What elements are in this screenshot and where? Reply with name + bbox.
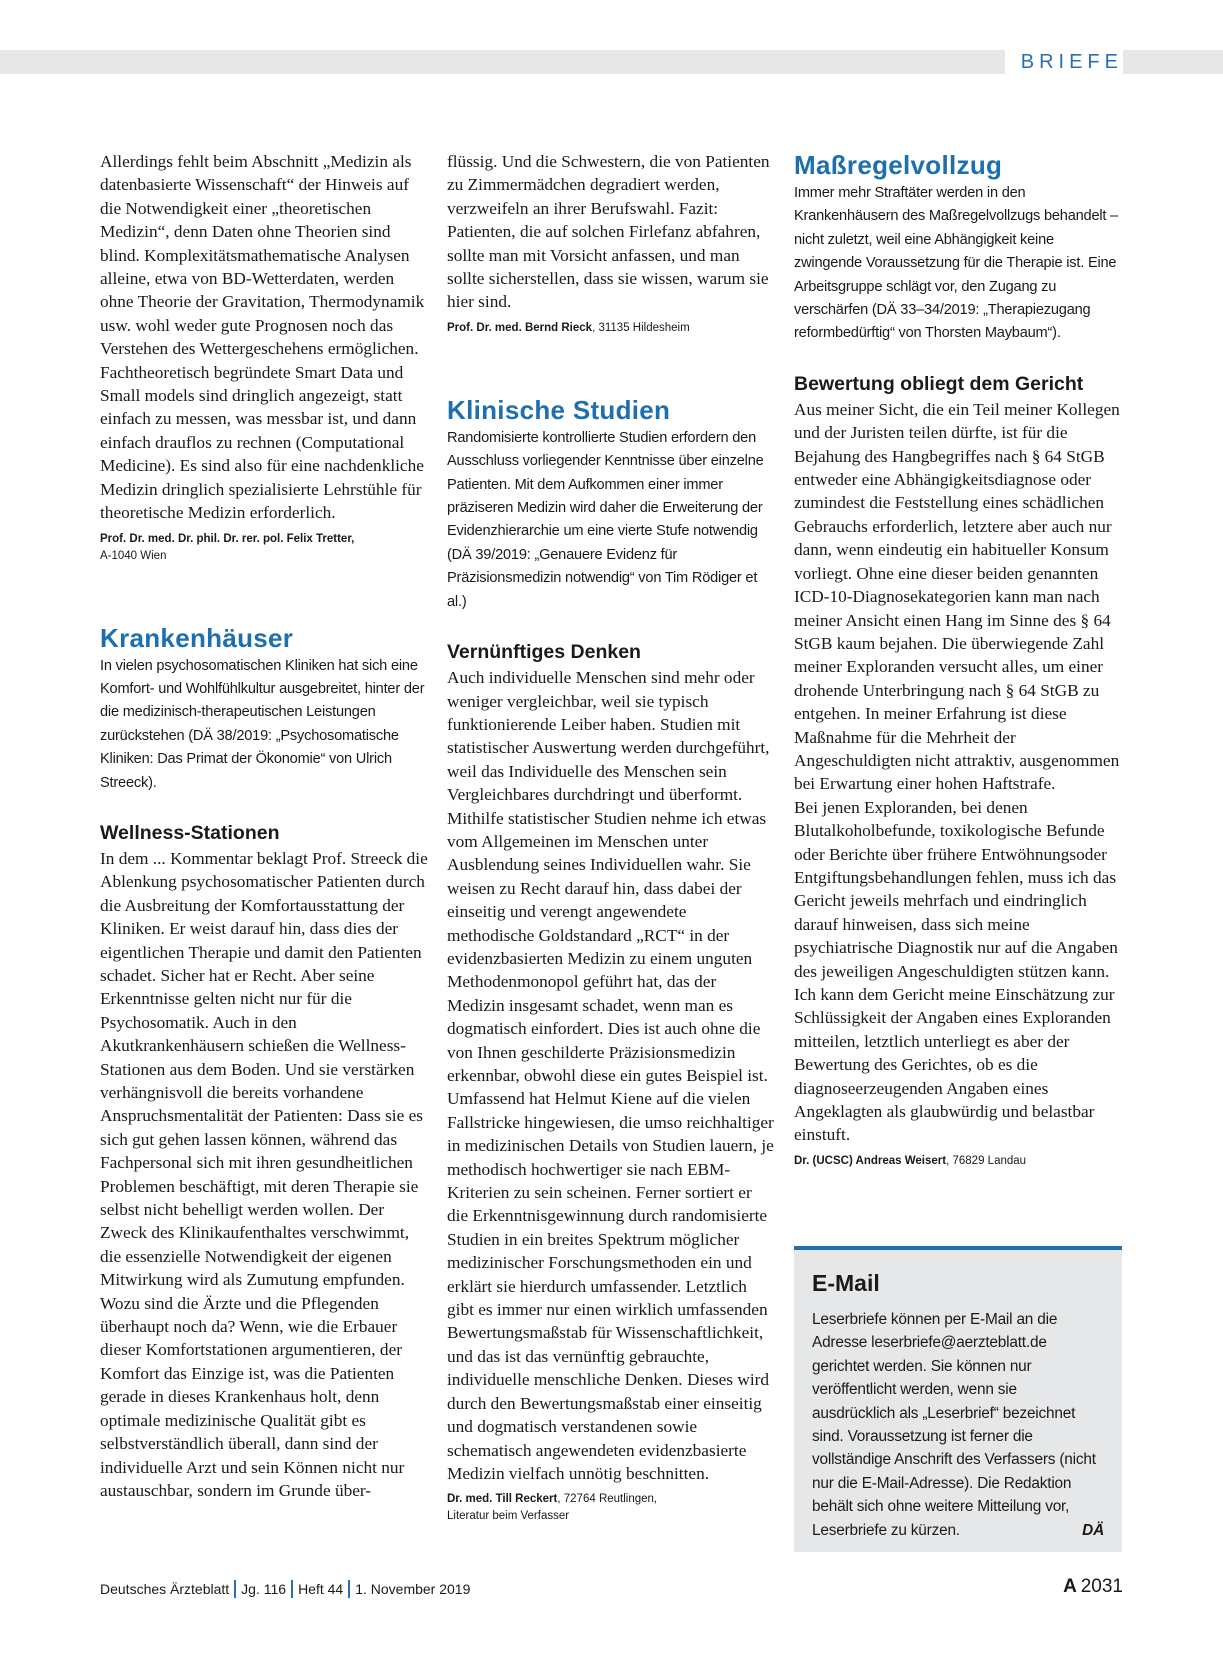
topic-title-klinische-studien: Klinische Studien — [447, 394, 671, 425]
letter-2-body-continued: flüssig. Und die Schwestern, die von Patienten zu Zimmermädchen degradiert werden, verzweifeln an ihrer Berufswahl. Fazit: Patienten, die auf solchen Firlefanz abfahren, sollte man mit Vorsicht anfassen, und man sollte sicherstellen, dass sie wissen, warum sie hier sind. — [447, 152, 770, 312]
column-3 — [794, 150, 1122, 1170]
footer-journal: Deutsches Ärzteblatt — [100, 1581, 230, 1597]
letter-1-signature — [100, 531, 428, 565]
column-1 — [100, 150, 428, 1502]
footer-volume: Jg. 116 — [241, 1581, 287, 1597]
letter-4-body: Aus meiner Sicht, die ein Teil meiner Kollegen und der Juristen teilen dürfte, ist für die Bejahung des Hangbegriffes nach § 64 StGB entweder eine Abhängigkeitsdiagnose oder zumindest die Feststellung eines schädlichen Gebrauchs erforderlich, letztere aber auch nur dann, wenn eindeutig ein habitueller Konsum vorliegt. Ohne eine dieser beiden genannten ICD-10-Diagnosekategorien kann man nach meiner Ansicht einen Hang im Sinne des § 64 StGB kaum bejahen. Die überwiegende Zahl meiner Exploranden versucht alles, um einer drohende Unterbringung nach § 64 StGB zu entgehen. In meiner Erfahrung ist diese Maßnahme für die Mehrheit der Angeschuldigten nicht attraktiv, ausgenommen bei Erwartung einer hohen Haftstrafe. — [794, 399, 1120, 794]
page-number-value: 2031 — [1080, 1576, 1123, 1597]
letter-4-place: , 76829 Landau — [946, 1154, 1027, 1167]
email-box-text — [812, 1308, 1104, 1542]
footer-date: 1. November 2019 — [355, 1581, 471, 1597]
topic-title-massregelvollzug: Maßregelvollzug — [794, 150, 1003, 180]
page-number — [1063, 1576, 1123, 1598]
letter-1-place: A-1040 Wien — [100, 549, 167, 562]
footer-separator — [291, 1580, 293, 1598]
page-prefix: A — [1063, 1576, 1077, 1597]
email-box-title: E-Mail — [812, 1270, 880, 1296]
footer-separator — [348, 1580, 350, 1598]
letter-1-body: Allerdings fehlt beim Abschnitt „Medizin als datenbasierte Wissenschaft“ der Hinweis auf die Notwendigkeit einer „theoretischen Medizin“, denn Daten ohne Theorien sind blind. Komplexitätsmathematische Analysen alleine, etwa von BD-Wetterdaten, werden ohne Theorie der Gravitation, Thermodynamik usw. wohl weder gute Prognosen noch das Verstehen des Wettergeschehens ermöglichen. Fachtheoretisch begründete Smart Data und Small models sind dringlich angezeigt, statt einfach zu messen, was messbar ist, und dann einfach drauflos zu rechnen (Computational Medicine). Es sind also für eine nachdenkliche Medizin dringlich spezialisierte Lehrstühle für theoretische Medizin erforderlich. — [100, 152, 425, 523]
letter-1-author: Prof. Dr. med. Dr. phil. Dr. rer. pol. Felix Tretter, — [100, 532, 355, 545]
letter-2-body: In dem ... Kommentar beklagt Prof. Streeck die Ablenkung psychosomatischer Patienten durch die Ausbreitung der Komfortausstattung der Kliniken. Er weist darauf hin, dass dies der eigentlichen Therapie und damit den Patienten schadet. Sicher hat er Recht. Aber seine Erkenntnisse gelten nicht nur für die Psychosomatik. Auch in den Akutkrankenhäusern schießen die Wellness-Stationen aus dem Boden. Und sie verstärken verhängnisvoll die bereits vorhandene Anspruchsmentalität der Patienten: Dass sie es sich gut gehen lassen können, während das Fachpersonal sich mit ihren gesundheitlichen Problemen beschäftigt, mit deren Therapie sie selbst nicht behelligt werden wollen. Der Zweck des Klinikaufenthaltes verschwimmt, die essenzielle Notwendigkeit der eigenen Mitwirkung wird als Zumutung empfunden. Wozu sind die Ärzte und die Pflegenden überhaupt noch da? Wenn, wie die Erbauer dieser Komfortstationen argumentieren, der Komfort das Einzige ist, was die Patienten gerade in dieses Krankenhaus holt, denn optimale medizinische Qualität gibt es selbstverständlich überall, dann sind der individuelle Arzt und sein Können nicht nur austauschbar, sondern im Grunde über- — [100, 848, 428, 1500]
email-box-tag: DÄ — [1082, 1521, 1104, 1539]
letter-2-author: Prof. Dr. med. Bernd Rieck — [447, 321, 593, 334]
letter-3-place: , 72764 Reutlingen, — [557, 1493, 658, 1506]
email-box-body: Leserbriefe können per E-Mail an die Adresse leserbriefe@aerzteblatt.de gerichtet werden. Sie können nur veröffentlicht werden, wenn sie ausdrücklich als „Leserbrief“ bezeichnet sind. Voraussetzung ist ferner die vollständige Anschrift des Verfassers (nicht nur die E-Mail-Adresse). Die Redaktion behält sich ohne weitere Mitteilung vor, Leserbriefe zu kürzen. — [812, 1311, 1096, 1539]
topic-lead-krankenhaeuser: In vielen psychosomatischen Kliniken hat sich eine Komfort- und Wohlfühlkultur ausgebreitet, hinter der die medizinisch-therapeutischen Leistungen zurückstehen (DÄ 38/2019: „Psychosomatische Kliniken: Das Primat der Ökonomie“ von Ulrich Streeck). — [100, 657, 425, 791]
letter-3-body: Auch individuelle Menschen sind mehr oder weniger vergleichbar, weil sie typisch funktionierende Leiber haben. Studien mit statistischer Auswertung werden durchgeführt, weil das Individuelle des Menschen sein Vergleichbares durchdringt und überformt. Mithilfe statistischer Studien nehme ich etwas vom Allgemeinen im Menschen unter Ausblendung seines Individuellen wahr. Sie weisen zu Recht darauf hin, dass dabei der einseitig und verengt angewendete methodische Goldstandard „RCT“ in der evidenzbasierten Medizin zu einem unguten Methodenmonopol geführt hat, das der Medizin insgesamt schadet, wenn man es dogmatisch einfordert. Dies ist auch ohne die von Ihnen geschilderte Präzisionsmedizin erkennbar, obwohl diese ein gutes Beispiel ist. Umfassend hat Helmut Kiene auf die vielen Fallstricke hingewiesen, die umso reichhaltiger in medizinischen Details von Studien lauern, je methodisch hochwertiger sie nach EBM-Kriterien zu sein scheinen. Ferner sortiert er die Erkenntnisgewinnung durch randomisierte Studien in ein breites Spektrum möglicher medizinischer Forschungsmethoden ein und erklärt sie hierdurch umfassender. Letztlich gibt es immer nur einen wirklich umfassenden Bewertungsmaßstab für Wissenschaftlichkeit, und das ist das vernünftig gebrauchte, individuelle menschliche Denken. Dieses wird durch den Bewertungsmaßstab einer einseitig und dogmatisch verstandenen sowie schematisch angewendeten evidenzbasierte Medizin vielfach unnötig beschnitten. — [447, 668, 774, 1483]
section-label: BRIEFE — [1005, 50, 1123, 74]
letter-4-signature — [794, 1153, 1122, 1170]
footer-separator — [234, 1580, 236, 1598]
letter-3-note: Literatur beim Verfasser — [447, 1510, 570, 1523]
letter-3-author: Dr. med. Till Reckert — [447, 1493, 558, 1506]
topic-lead-massregelvollzug: Immer mehr Straftäter werden in den Krankenhäusern des Maßregelvollzugs behandelt – nicht zuletzt, weil eine Abhängigkeit keine zwingende Voraussetzung für die Therapie ist. Eine Arbeitsgruppe schlägt vor, den Zugang zu verschärfen (DÄ 33–34/2019: „Therapiezugang reformbedürftig“ von Thorsten Maybaum“). — [794, 185, 1119, 342]
letter-2-heading: Wellness-Stationen — [100, 821, 280, 844]
email-info-box — [794, 1246, 1122, 1552]
letter-4-heading: Bewertung obliegt dem Gericht — [794, 372, 1084, 395]
topic-lead-klinische-studien: Randomisierte kontrollierte Studien erfordern den Ausschluss vorliegender Kenntnisse über einzelne Patienten. Mit dem Aufkommen einer immer präziseren Medizin wird daher die Erweiterung der Evidenzhierarchie um eine vierte Stufe notwendig (DÄ 39/2019: „Genauere Evidenz für Präzisionsmedizin notwendig“ von Tim Rödiger et al.) — [447, 429, 764, 610]
footer-issue: Heft 44 — [298, 1581, 344, 1597]
letter-3-signature — [447, 1491, 775, 1525]
letter-4-body-paragraph-2: Bei jenen Exploranden, bei denen Blutalkoholbefunde, toxikologische Befunde oder Berichte über frühere Entwöhnungsoder Entgiftungsbehandlungen fehlen, muss ich das Gericht jeweils mehrfach und eindringlich darauf hinweisen, dass sich meine psychiatrische Diagnostik nur auf die Angaben des jeweiligen Angeschuldigten stützen kann. Ich kann dem Gericht meine Einschätzung zur Schlüssigkeit der Angaben eines Exploranden mitteilen, letztlich unterliegt es aber der Bewertung des Gerichtes, ob es die diagnoseerzeugenden Angaben eines Angeklagten als glaubwürdig und belastbar einstuft. — [794, 797, 1118, 1145]
letter-3-heading: Vernünftiges Denken — [447, 641, 641, 664]
page-footer — [100, 1580, 470, 1598]
letter-4-author: Dr. (UCSC) Andreas Weisert — [794, 1154, 947, 1167]
topic-title-krankenhaeuser: Krankenhäuser — [100, 622, 294, 653]
letter-2-place: , 31135 Hildesheim — [592, 321, 690, 334]
letter-2-signature — [447, 320, 775, 337]
column-2 — [447, 150, 775, 1525]
